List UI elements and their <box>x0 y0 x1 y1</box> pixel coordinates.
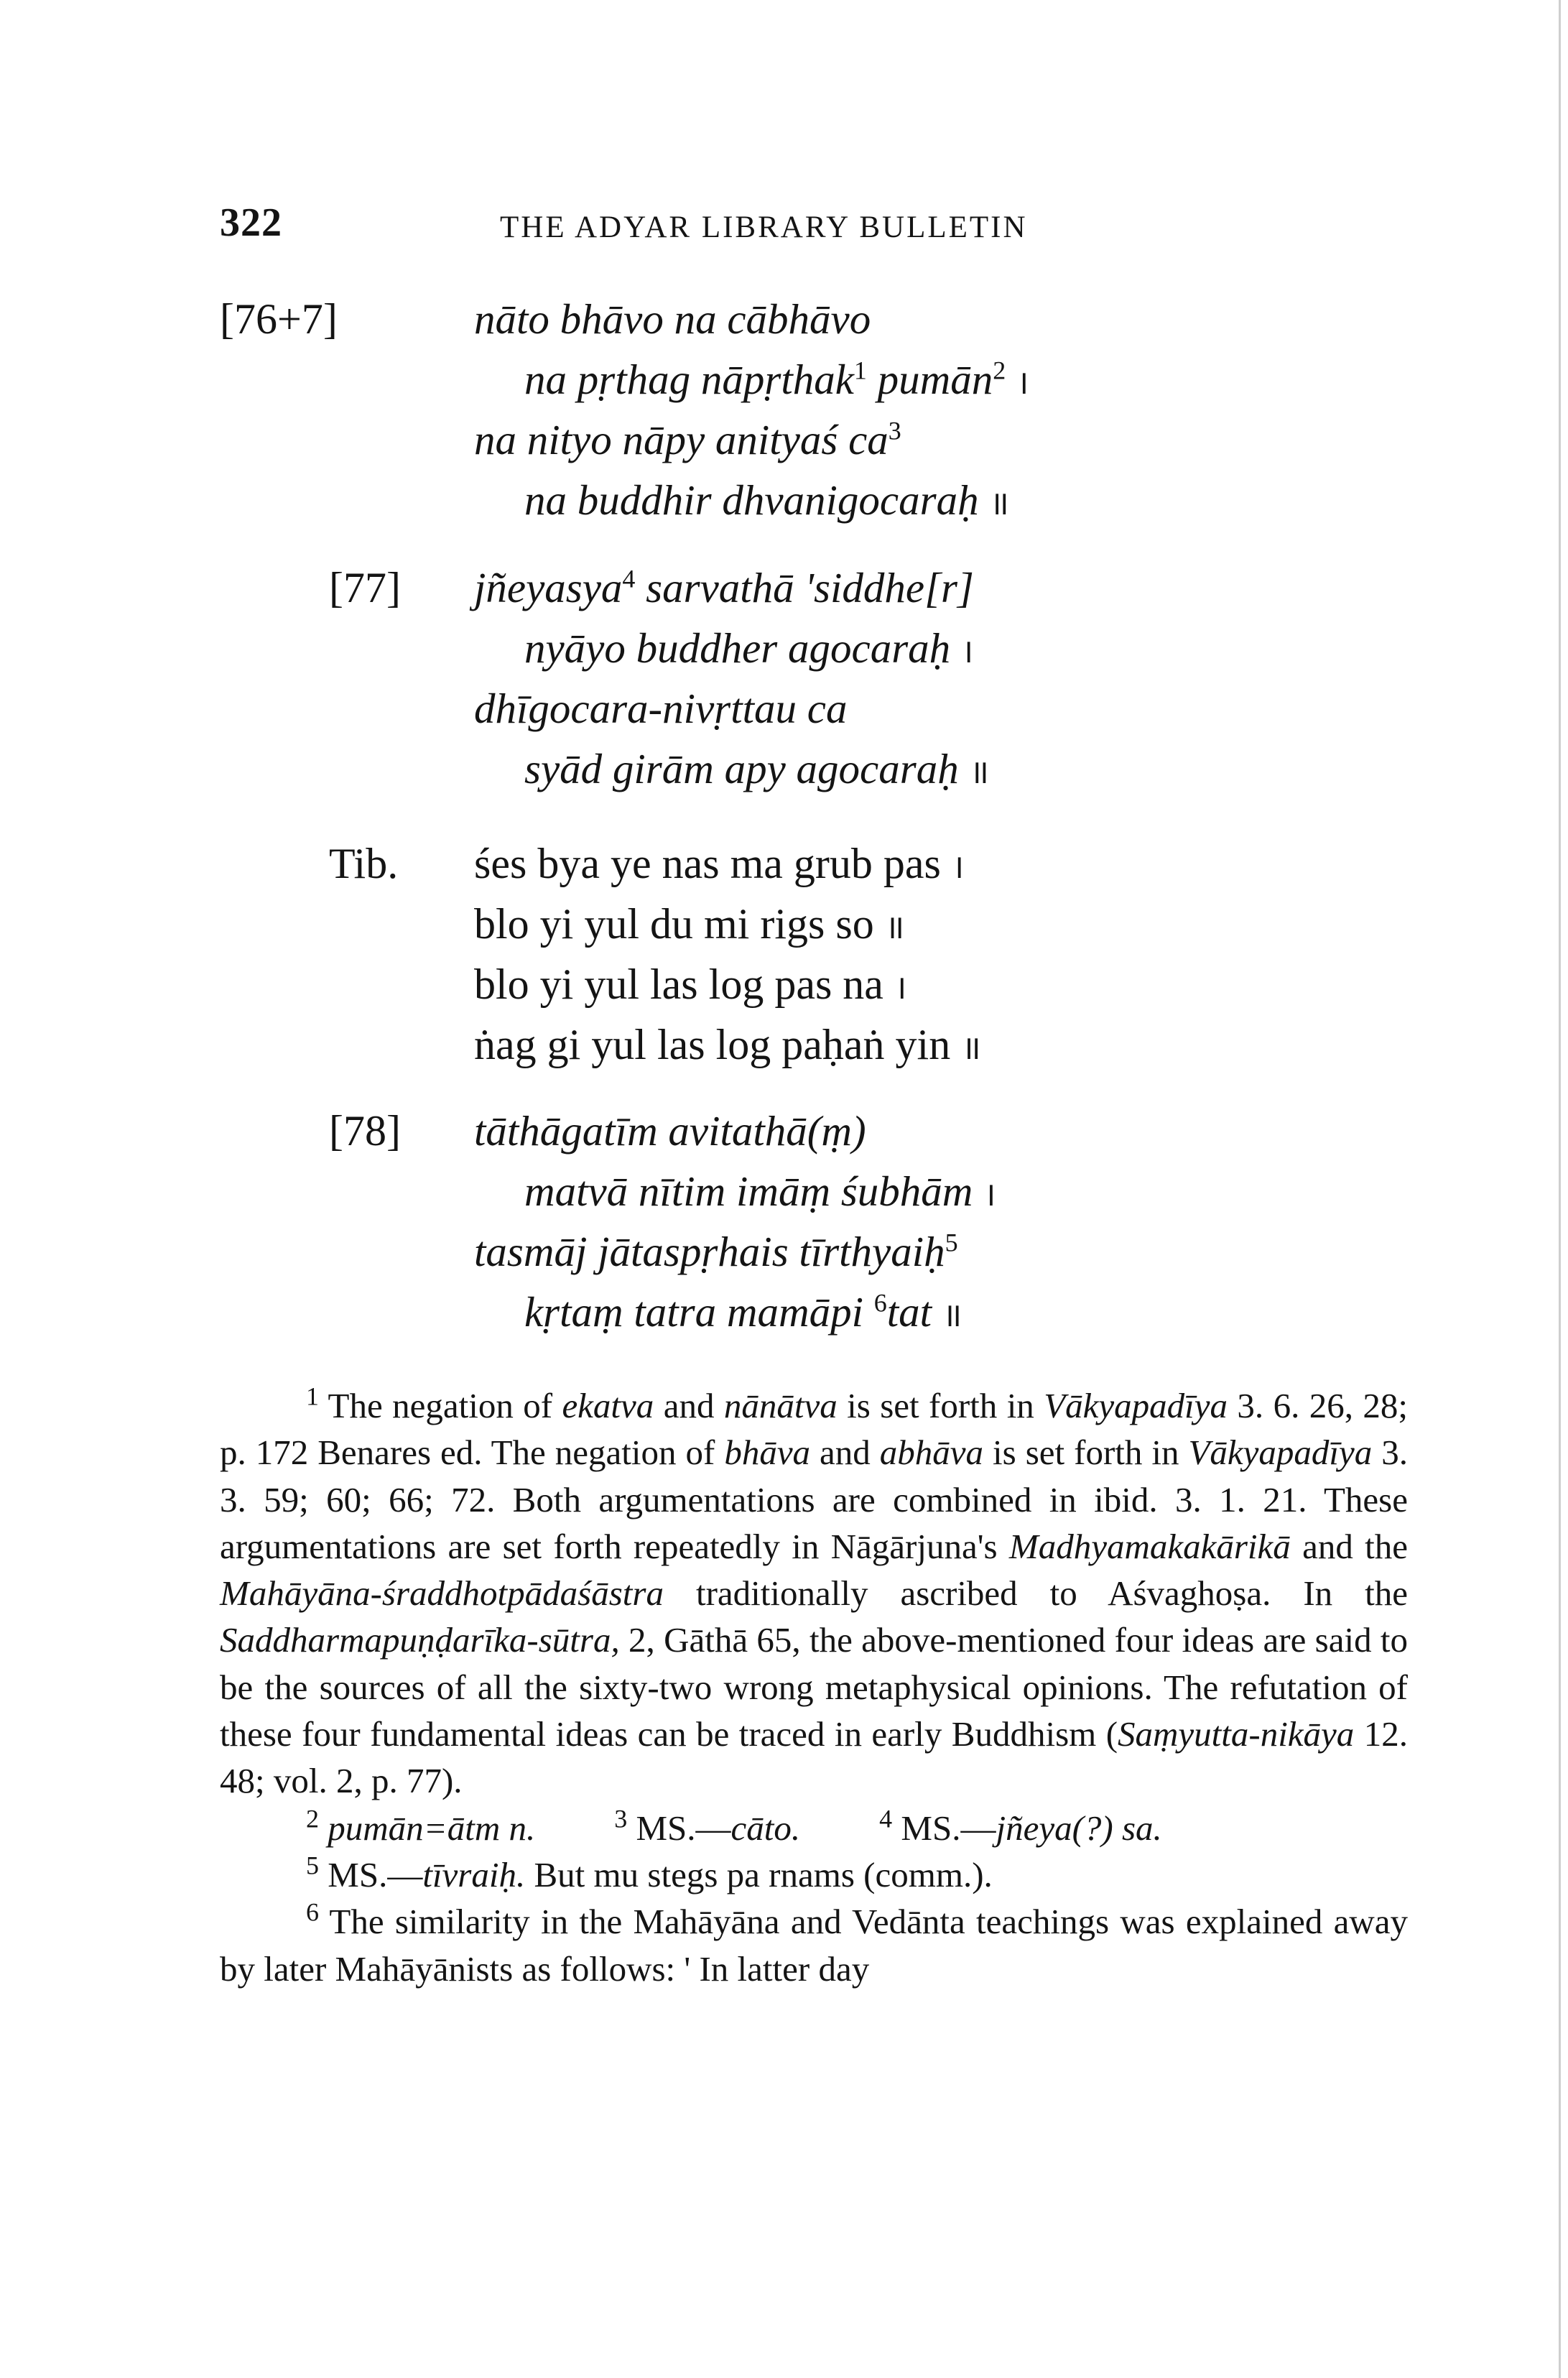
footnote-3: cāto. <box>730 1808 801 1848</box>
running-title: THE ADYAR LIBRARY BULLETIN <box>500 210 1028 244</box>
verse-label: [77] <box>329 564 401 611</box>
verse-line: nyāyo buddher agocaraḥ । <box>524 624 974 672</box>
verse-line: dhīgocara-nivṛttau ca <box>474 685 848 732</box>
tibetan-line: ṅag gi yul las log paḥaṅ yin ॥ <box>474 1021 981 1068</box>
footnote-ref: 4 <box>622 564 636 593</box>
footnote-ref: 3 <box>888 416 901 445</box>
danda: । <box>894 969 907 1006</box>
danda: ॥ <box>884 909 905 945</box>
verse-line: tasmāj jātaspṛhais tīrthyaiḥ$^5$ <box>474 1228 958 1275</box>
page-edge-line <box>1559 0 1561 2378</box>
verse-line: jñeyasya$^4$ sarvathā 'siddhe[r] <box>474 564 974 611</box>
verse-76-7 <box>220 295 1405 539</box>
verse-line: na buddhir dhvanigocaraḥ ॥ <box>524 476 1009 524</box>
verse-label: [78] <box>329 1107 401 1155</box>
danda: । <box>951 848 965 885</box>
footnote-ref: 1 <box>853 356 867 385</box>
footnote-ref: 5 <box>945 1228 958 1257</box>
verse-78 <box>220 1106 1405 1351</box>
tibetan-line: blo yi yul du mi rigs so ॥ <box>474 900 905 948</box>
danda: । <box>983 1176 996 1213</box>
footnote-6: $^6$ The similarity in the Mahāyāna and Vedānta teachings was explained away by later Mahāyānists as follows: ' In latter day <box>220 1897 1408 1989</box>
footnotes <box>220 1382 1408 1992</box>
danda: । <box>1016 364 1029 401</box>
verse-label: [76+7] <box>220 295 338 343</box>
verse-line: matvā nītim imāṃ śubhām । <box>524 1167 996 1215</box>
footnote-5: $^5$ MS.—tīvraiḥ. But mu stegs pa rnams (comm.). <box>306 1851 993 1894</box>
verse-line: nāto bhāvo na cābhāvo <box>474 295 871 343</box>
verse-label: Tib. <box>329 840 399 887</box>
footnotes-2-3-4: $^2$ pumān=ātm n. $^3$ MS.—cāto. $^4$ MS.—jñeya(?) sa. <box>306 1804 1162 1848</box>
page-header <box>220 194 1441 251</box>
tibetan-line: śes bya ye nas ma grub pas । <box>474 840 965 887</box>
tibetan-line: blo yi yul las log pas na । <box>474 961 907 1008</box>
danda: । <box>960 633 974 670</box>
verse-line: syād girām apy agocaraḥ ॥ <box>524 745 990 792</box>
footnote-2: pumān=ātm n. <box>328 1808 536 1848</box>
footnote-ref: 2 <box>993 356 1006 385</box>
danda: ॥ <box>969 754 990 790</box>
danda: ॥ <box>989 485 1009 522</box>
verse-77 <box>220 563 1405 808</box>
verse-line: na pṛthag nāpṛthak$^1$ pumān$^2$ । <box>524 356 1029 403</box>
verse-line: na nityo nāpy anityaś $ca^3$ <box>474 416 901 463</box>
footnote-1: $^1$ The negation of ekatva and nānātva is set forth in Vākyapadīya 3. 6. 26, 28; p. 172 Benares ed. The negation of bhāva and abhāva is set forth in Vākyapadīya 3. 3. 59; 60; 66; 72. Both argumentations are combined in ibid. 3. 1. 21. These argumentations are set forth repeatedly in Nāgārjuna's Madhyamakakārikā and the Mahāyāna-śraddhotpādaśāstra traditionally ascribed to Aśvaghoṣa. In the Saddharmapuṇḍarīka-sūtra, 2, Gāthā 65, the above-mentioned four ideas are said to be the sources of all the sixty-two wrong metaphysical opinions. The refutation of these four fundamental ideas can be traced in early Buddhism (Saṃyutta-nikāya 12. 48; vol. 2, p. 77). <box>220 1382 1409 1801</box>
danda: ॥ <box>961 1030 981 1066</box>
verse-line: tāthāgatīm avitathā(ṃ) <box>474 1107 866 1155</box>
tibetan-verse <box>220 839 1405 1083</box>
verse-line: kṛtaṃ tatra mamāpi $^6$tat ॥ <box>524 1288 962 1336</box>
page-number: 322 <box>220 200 282 245</box>
footnote-ref: 6 <box>873 1288 887 1318</box>
danda: ॥ <box>942 1297 962 1333</box>
footnote-4: jñeya(?) sa. <box>996 1808 1162 1848</box>
